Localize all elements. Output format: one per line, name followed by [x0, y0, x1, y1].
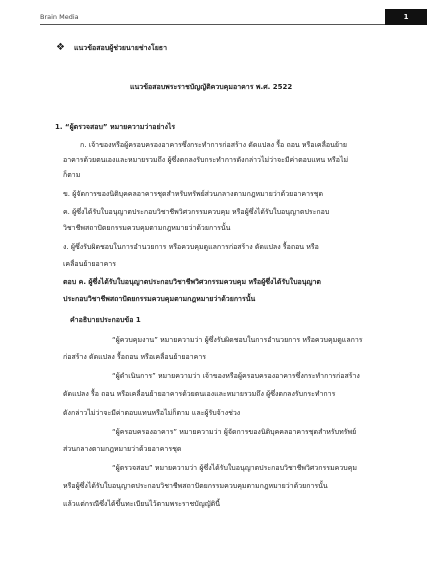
- brand-name: Brain Media: [40, 13, 79, 21]
- explanation-line: “ผู้ตรวจสอบ” หมายความว่า ผู้ซึ่งได้รับใบอนุญาตประกอบวิชาชีพวิศวกรรมควบคุม: [112, 464, 358, 472]
- option-c-line: ค. ผู้ซึ่งได้รับใบอนุญาตประกอบวิชาชีพวิศวกรรมควบคุม หรือผู้ซึ่งได้รับใบอนุญาตประกอบ: [63, 208, 330, 216]
- explanation-line: แล้วแต่กรณีซึ่งได้ขึ้นทะเบียนไว้ตามพระราชบัญญัตินี้: [63, 500, 221, 508]
- explanation-line: ดัดแปลง รื้อ ถอน หรือเคลื่อนย้ายอาคารด้วยตนเองและหมายรวมถึง ผู้ซึ่งตกลงรับกระทำการ: [63, 390, 336, 398]
- explanation-title: คำอธิบายประกอบข้อ 1: [70, 316, 141, 324]
- answer-line: ตอบ ค. ผู้ซึ่งได้รับใบอนุญาตประกอบวิชาชีพวิศวกรรมควบคุม หรือผู้ซึ่งได้รับใบอนุญาต: [63, 278, 321, 286]
- explanation-line: “ผู้ควบคุมงาน” หมายความว่า ผู้ซึ่งรับผิดชอบในการอำนวยการ หรือควบคุมดูแลการ: [112, 336, 363, 344]
- explanation-line: หรือผู้ซึ่งได้รับใบอนุญาตประกอบวิชาชีพสถาปัตยกรรมควบคุมตามกฎหมายว่าด้วยการนั้น: [63, 482, 328, 490]
- option-d-line: เคลื่อนย้ายอาคาร: [63, 260, 116, 268]
- option-b-line: ข. ผู้จัดการของนิติบุคคลอาคารชุดสำหรับทรัพย์ส่วนกลางตามกฎหมายว่าด้วยอาคารชุด: [63, 190, 324, 198]
- option-a-line: ก็ตาม: [63, 171, 81, 179]
- option-a-line: อาคารด้วยตนเองและหมายรวมถึง ผู้ซึ่งตกลงรับกระทำการดังกล่าวไม่ว่าจะมีค่าตอบแทน หรือไม่: [63, 156, 349, 164]
- explanation-line: ส่วนกลางตามกฎหมายว่าด้วยอาคารชุด: [63, 445, 182, 453]
- question-title: 1. “ผู้ตรวจสอบ” หมายความว่าอย่างไร: [55, 123, 176, 131]
- diamond-bullet-icon: ❖: [56, 42, 65, 53]
- option-c-line: วิชาชีพสถาปัตยกรรมควบคุมตามกฎหมายว่าด้วยการนั้น: [63, 224, 231, 232]
- document-title: แนวข้อสอบพระราชบัญญัติควบคุมอาคาร พ.ศ. 2522: [130, 83, 293, 91]
- page-header: [0, 0, 427, 30]
- page-number: 1: [385, 9, 427, 25]
- option-d-line: ง. ผู้ซึ่งรับผิดชอบในการอำนวยการ หรือควบคุมดูแลการก่อสร้าง ดัดแปลง รื้อถอน หรือ: [63, 243, 319, 251]
- explanation-line: ก่อสร้าง ดัดแปลง รื้อถอน หรือเคลื่อนย้ายอาคาร: [63, 353, 207, 361]
- answer-line: ประกอบวิชาชีพสถาปัตยกรรมควบคุมตามกฎหมายว่าด้วยการนั้น: [63, 295, 256, 303]
- section-heading: แนวข้อสอบผู้ช่วยนายช่างโยธา: [74, 44, 168, 52]
- option-a-line: ก. เจ้าของหรือผู้ครอบครองอาคารซึ่งกระทำการก่อสร้าง ดัดแปลง รื้อ ถอน หรือเคลื่อนย้าย: [80, 141, 347, 149]
- explanation-line: “ผู้ดำเนินการ” หมายความว่า เจ้าของหรือผู้ครอบครองอาคารซึ่งกระทำการก่อสร้าง: [112, 372, 360, 380]
- explanation-line: “ผู้ครอบครองอาคาร” หมายความว่า ผู้จัดการของนิติบุคคลอาคารชุดสำหรับทรัพย์: [112, 428, 357, 436]
- header-rule: [40, 24, 388, 25]
- explanation-line: ดังกล่าวไม่ว่าจะมีค่าตอบแทนหรือไม่ก็ตาม และผู้รับจ้างช่วง: [63, 409, 241, 417]
